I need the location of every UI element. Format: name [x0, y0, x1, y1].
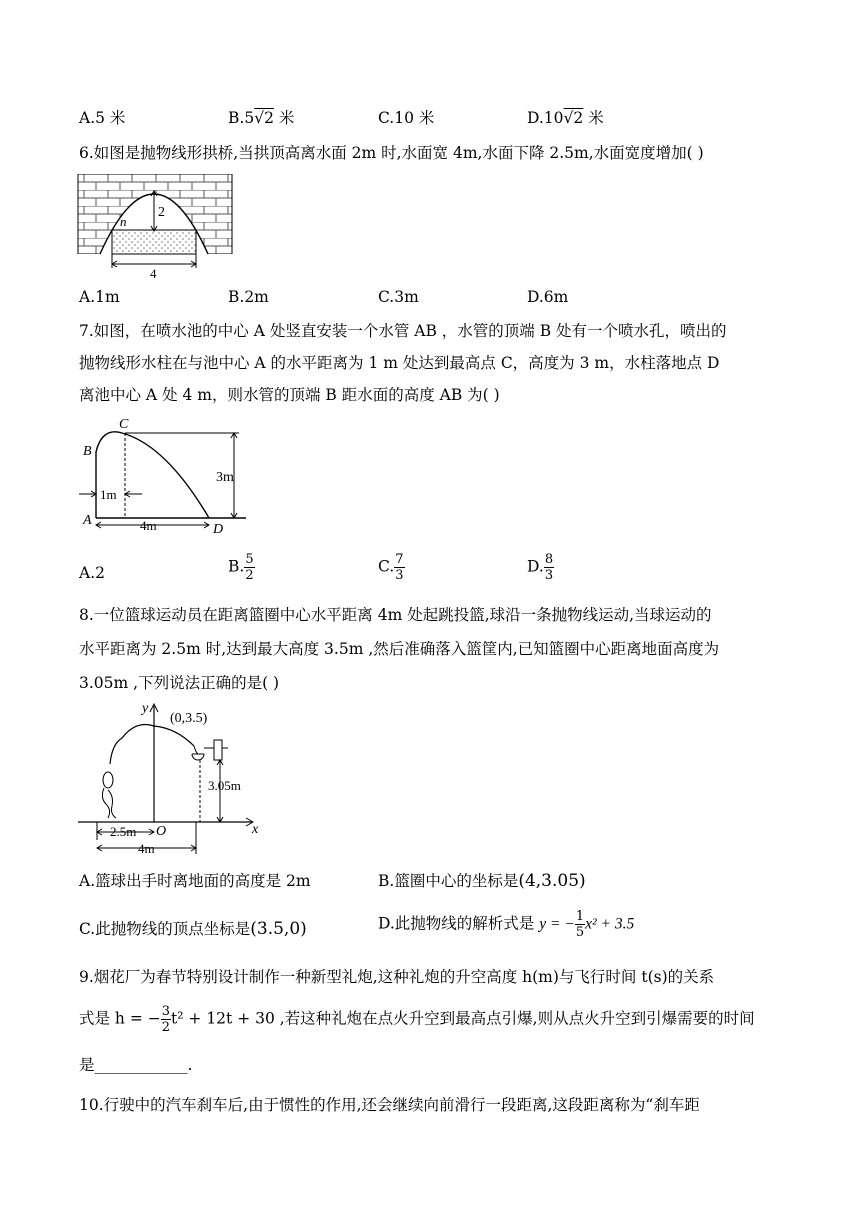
- q5-option-a: A.5 米: [79, 109, 126, 127]
- q5-option-c: C.10 米: [378, 109, 435, 127]
- q6-height-label: 2: [158, 205, 165, 220]
- q9-stem-line2: 式是 h = − $\frac{3}{2}$ t² + 12t + 30 ,若这种礼炮在点火升空到最高点引爆,则从点火升空到引爆需要的时间: [79, 1004, 755, 1035]
- q7-4m-label: 4m: [140, 518, 157, 533]
- q8-option-d: D.此抛物线的解析式是 y = − $\frac{1}{5}$ x² + 3.5: [378, 909, 635, 940]
- q7-fountain-figure: [76, 412, 252, 540]
- q7-stem-line3: 离池中心 A 处 4 m，则水管的顶端 B 距水面的高度 AB 为( ): [79, 386, 500, 404]
- q7-height-label: 3m: [216, 470, 234, 485]
- q6-stem: 6.如图是抛物线形拱桥,当拱顶高离水面 2m 时,水面宽 4m,水面下降 2.5m,水面宽度增加( ): [79, 144, 704, 162]
- q7-point-c: C: [119, 417, 129, 432]
- q6-width-label: 4: [150, 266, 157, 278]
- q7-stem-line1: 7.如图，在喷水池的中心 A 处竖直安装一个水管 AB ，水管的顶端 B 处有一个喷水孔，喷出的: [79, 322, 727, 340]
- q9-answer-blank: 是____________.: [79, 1056, 193, 1074]
- q7-option-c: C. $\frac{7}{3}$: [378, 552, 404, 583]
- q6-option-d: D.6m: [527, 288, 569, 306]
- q8-y-axis-label: y: [142, 701, 149, 716]
- q6-option-a: A.1m: [79, 288, 120, 306]
- q8-origin-label: O: [156, 824, 167, 839]
- q10-stem-line1: 10.行驶中的汽车刹车后,由于惯性的作用,还会继续向前滑行一段距离,这段距离称为“刹车距: [79, 1096, 700, 1114]
- q8-2-5m-label: 2.5m: [110, 824, 137, 839]
- q8-basketball-figure: [76, 698, 266, 858]
- q9-stem-line1: 9.烟花厂为春节特别设计制作一种新型礼炮,这种礼炮的升空高度 h(m)与飞行时间 t(s)的关系: [79, 968, 715, 986]
- q7-stem-line2: 抛物线形水柱在与池中心 A 的水平距离为 1 m 处达到最高点 C，高度为 3 m，水柱落地点 D: [79, 354, 720, 372]
- q5-option-b: B.5√2 米: [228, 109, 295, 127]
- q7-point-d: D: [213, 522, 224, 537]
- q8-hoop-height-label: 3.05m: [208, 778, 241, 793]
- q7-point-a: A: [83, 513, 92, 528]
- q8-4m-label: 4m: [138, 841, 155, 856]
- q6-option-c: C.3m: [378, 288, 419, 306]
- q6-option-b: B.2m: [228, 288, 269, 306]
- q8-stem-line2: 水平距离为 2.5m 时,达到最大高度 3.5m ,然后准确落入篮筐内,已知篮圈中心距离地面高度为: [79, 640, 720, 658]
- q8-option-b: B.篮圈中心的坐标是(4,3.05): [378, 871, 586, 891]
- q8-stem-line3: 3.05m ,下列说法正确的是( ): [79, 674, 280, 692]
- q6-point-label: n: [120, 214, 127, 229]
- q7-option-a: A.2: [79, 564, 105, 582]
- q8-option-a: A.篮球出手时离地面的高度是 2m: [79, 872, 311, 890]
- q8-stem-line1: 8.一位篮球运动员在距离篮圈中心水平距离 4m 处起跳投篮,球沿一条抛物线运动,当球运动的: [79, 606, 712, 624]
- q8-x-axis-label: x: [252, 822, 259, 837]
- q5-option-d: D.10√2 米: [527, 109, 604, 127]
- q6-arch-bridge-figure: [76, 174, 236, 278]
- q8-option-c: C.此抛物线的顶点坐标是(3.5,0): [79, 919, 307, 939]
- q7-option-b: B. $\frac{5}{2}$: [228, 552, 254, 583]
- q8-vertex-label: (0,3.5): [170, 711, 208, 726]
- q7-option-d: D. $\frac{8}{3}$: [527, 552, 554, 583]
- q7-1m-label: 1m: [100, 487, 117, 502]
- q7-point-b: B: [83, 444, 92, 459]
